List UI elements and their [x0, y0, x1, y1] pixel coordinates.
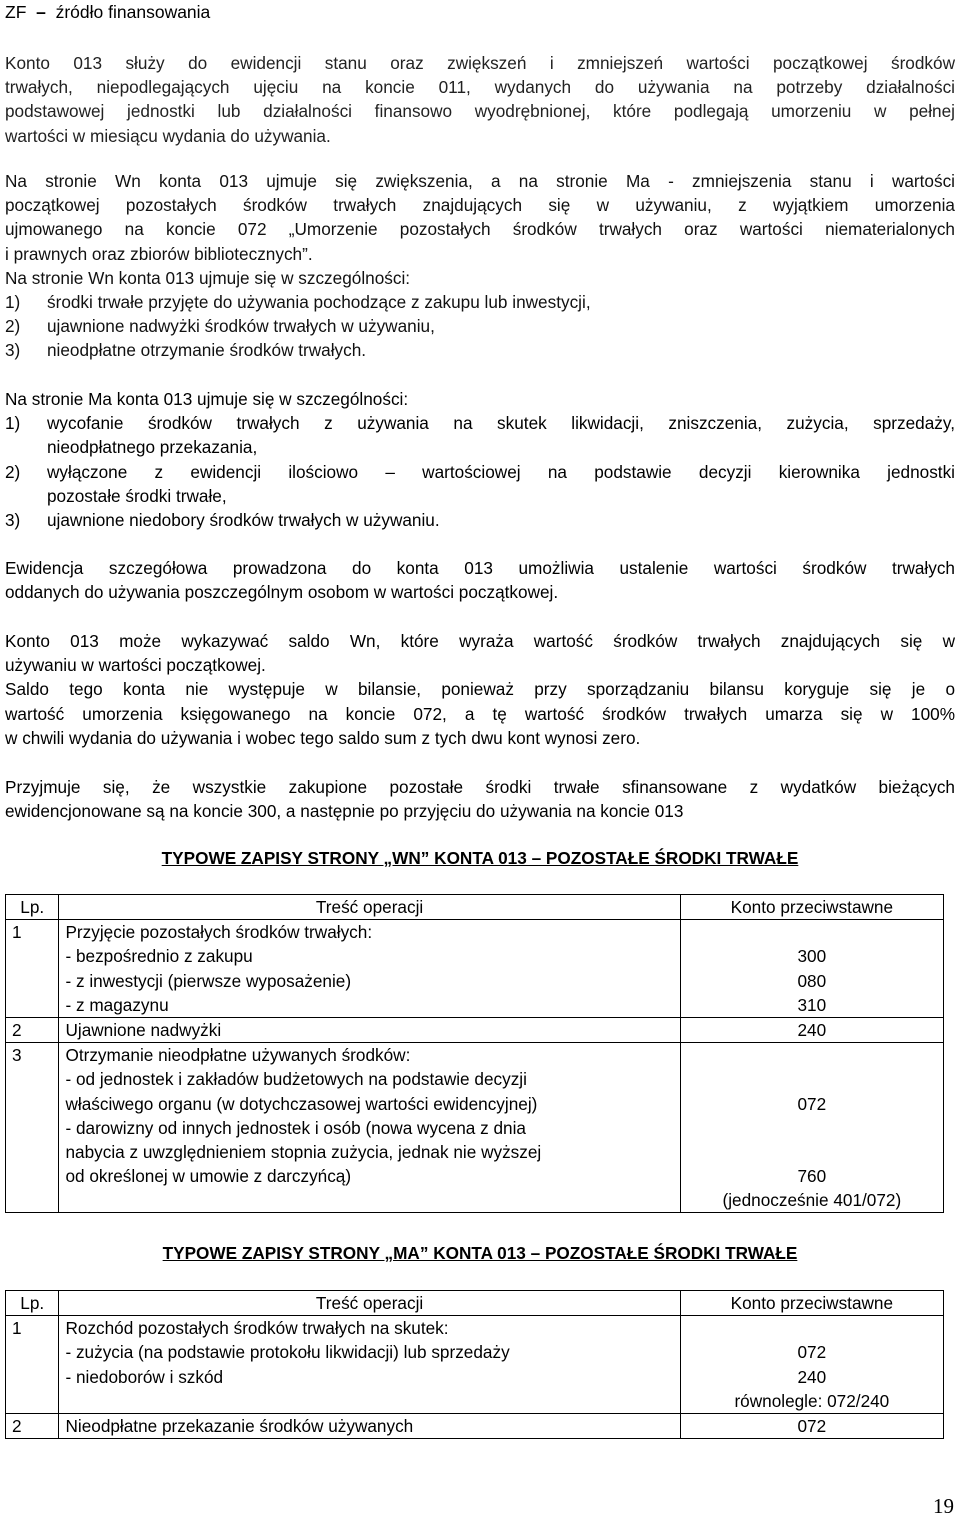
paragraph-line: oddanych do używania poszczególnym osobom w wartości początkowej.: [5, 582, 559, 603]
cell-line: 080: [797, 970, 827, 991]
cell-lp: 1: [6, 920, 59, 1018]
list-text-continued: nieodpłatnego przekazania,: [47, 437, 258, 458]
wn-list-item: [5, 290, 955, 314]
cell-line: 072: [797, 1415, 827, 1436]
column-header-lp: Lp.: [6, 895, 59, 920]
cell-tresc: [59, 1413, 680, 1438]
list-text: wyłączone z ewidencji ilościowo – wartościowej na podstawie decyzji kierownika jednostki: [47, 461, 955, 482]
cell-line: od określonej w umowie z darczyńcą): [65, 1166, 352, 1187]
paragraph-line: Ewidencja szczegółowa prowadzona do konta 013 umożliwia ustalenie wartości środków trwałych: [5, 558, 955, 578]
wn-paragraph: [5, 169, 955, 363]
list-number: 3): [5, 509, 21, 530]
wn-list-item: [5, 338, 955, 362]
cell-tresc: [59, 1316, 680, 1414]
cell-line: Ujawnione nadwyżki: [65, 1019, 222, 1040]
cell-line: Nieodpłatne przekazanie środków używanych: [65, 1415, 414, 1436]
wn-list-item: [5, 314, 955, 338]
przyjmuje-paragraph: [5, 775, 955, 823]
cell-tresc: [59, 1043, 680, 1213]
cell-konto: [680, 1316, 943, 1414]
paragraph-line: Konto 013 służy do ewidencji stanu oraz zwiększeń i zmniejszeń wartości początkowej środków: [5, 53, 955, 73]
paragraph-line: ujmowanego na koncie 072 „Umorzenie pozostałych środków trwałych oraz wartości niematerialonych: [5, 219, 955, 240]
cell-line: - z inwestycji (pierwsze wyposażenie): [65, 970, 352, 991]
header-title: źródło finansowania: [55, 2, 211, 22]
cell-line: 072: [797, 1342, 827, 1363]
page-header: [5, 0, 955, 24]
cell-lp: 2: [6, 1413, 59, 1438]
paragraph-line: podstawowej jednostki lub działalności finansowo wyodrębnionej, które podlegają umorzeniu w pełnej: [5, 101, 955, 122]
cell-line: (jednocześnie 401/072): [722, 1190, 902, 1211]
list-text: ujawnione nadwyżki środków trwałych w używaniu,: [47, 316, 435, 337]
list-text: nieodpłatne otrzymanie środków trwałych.: [47, 340, 367, 361]
list-number: 1): [5, 413, 21, 434]
paragraph-line: Na stronie Wn konta 013 ujmuje się zwiększenia, a na stronie Ma - zmniejszenia stanu i wartości: [5, 171, 955, 191]
paragraph-line: trwałych, niepodlegających ujęciu na koncie 011, wydanych do używania na potrzeby działalności: [5, 77, 955, 98]
cell-lp: 2: [6, 1017, 59, 1042]
table-row: [6, 1043, 944, 1213]
paragraph-line: wartość umorzenia księgowanego na koncie 072, a tę wartość środków trwałych umarza się w 100%: [5, 703, 955, 724]
table-row: [6, 1017, 944, 1042]
paragraph-line: wartości w miesiącu wydania do używania.: [5, 125, 331, 146]
table-ma-heading: TYPOWE ZAPISY STRONY „MA” KONTA 013 – POZOSTAŁE ŚRODKI TRWAŁE: [162, 1243, 798, 1263]
cell-line: 760: [797, 1166, 827, 1187]
cell-line: - od jednostek i zakładów budżetowych na podstawie decyzji: [65, 1069, 527, 1090]
cell-tresc: [59, 1017, 680, 1042]
column-header-tresc: Treść operacji: [59, 1291, 680, 1316]
list-number: 2): [5, 316, 21, 337]
cell-line: - zużycia (na podstawie protokołu likwidacji) lub sprzedaży: [65, 1342, 510, 1363]
list-text: środki trwałe przyjęte do używania pochodzące z zakupu lub inwestycji,: [47, 291, 591, 312]
list-text-continued: pozostałe środki trwałe,: [47, 485, 227, 506]
dash-separator: –: [31, 2, 51, 22]
cell-line: - bezpośrednio z zakupu: [65, 946, 253, 967]
ma-list-item: [5, 411, 955, 435]
cell-konto: [680, 1043, 943, 1213]
table-wn: [5, 894, 944, 1213]
cell-line: 310: [797, 994, 827, 1015]
cell-lp: 1: [6, 1316, 59, 1414]
paragraph-line: Saldo tego konta nie występuje w bilansie, ponieważ przy sporządzaniu bilansu koryguje się je o: [5, 679, 955, 700]
cell-lp: 3: [6, 1043, 59, 1213]
column-header-tresc: Treść operacji: [59, 895, 680, 920]
list-number: 1): [5, 291, 21, 312]
cell-line: 300: [797, 946, 827, 967]
list-number: 3): [5, 340, 21, 361]
paragraph-line: w chwili wydania do używania i wobec tego saldo sum z tych dwu kont wynosi zero.: [5, 727, 641, 748]
cell-line: [681, 1043, 943, 1067]
cell-line: - niedoborów i szkód: [65, 1366, 224, 1387]
ma-list-intro: Na stronie Ma konta 013 ujmuje się w szczególności:: [5, 389, 409, 409]
table-wn-heading: TYPOWE ZAPISY STRONY „WN” KONTA 013 – POZOSTAŁE ŚRODKI TRWAŁE: [161, 848, 799, 868]
cell-konto: [680, 1413, 943, 1438]
cell-line: 240: [797, 1366, 827, 1387]
page-number: 19: [933, 1494, 954, 1518]
cell-line: [681, 1067, 943, 1091]
cell-line: [681, 920, 943, 944]
cell-line: [681, 1140, 943, 1164]
ewidencja-paragraph: [5, 556, 955, 604]
list-text: ujawnione niedobory środków trwałych w używaniu.: [47, 509, 440, 530]
table-row: [6, 920, 944, 1018]
cell-line: - darowizny od innych jednostek i osób (nowa wycena z dnia: [65, 1117, 526, 1138]
paragraph-line: początkowej pozostałych środków trwałych znajdujących się w używaniu, z wyjątkiem umorzenia: [5, 195, 955, 216]
paragraph-line: Przyjmuje się, że wszystkie zakupione pozostałe środki trwałe sfinansowane z wydatków bieżących: [5, 777, 955, 797]
cell-line: [681, 1316, 943, 1340]
cell-line: - z magazynu: [65, 994, 169, 1015]
header-prefix: ZF: [5, 2, 27, 22]
cell-line: [65, 1389, 679, 1413]
paragraph-line: i prawnych oraz zbiorów bibliotecznych”.: [5, 243, 313, 264]
paragraph-line: ewidencjonowane są na koncie 300, a następnie po przyjęciu do używania na koncie 013: [5, 801, 684, 822]
table-ma: [5, 1290, 944, 1439]
cell-line: [681, 1116, 943, 1140]
paragraph-line: Konto 013 może wykazywać saldo Wn, które wyraża wartość środków trwałych znajdujących się w: [5, 631, 955, 651]
table-header-row: [6, 895, 944, 920]
intro-paragraph: [5, 51, 955, 148]
cell-konto: [680, 920, 943, 1018]
column-header-konto: Konto przeciwstawne: [680, 1291, 943, 1316]
ma-list-item: [5, 508, 955, 532]
cell-line: 072: [797, 1093, 827, 1114]
cell-line: Otrzymanie nieodpłatne używanych środków:: [65, 1045, 411, 1066]
table-header-row: [6, 1291, 944, 1316]
column-header-konto: Konto przeciwstawne: [680, 895, 943, 920]
cell-line: właściwego organu (w dotychczasowej wartości ewidencyjnej): [65, 1093, 538, 1114]
paragraph-line: używaniu w wartości początkowej.: [5, 655, 266, 676]
ma-list-item: [5, 460, 955, 484]
cell-line: Rozchód pozostałych środków trwałych na skutek:: [65, 1318, 449, 1339]
table-row: [6, 1316, 944, 1414]
cell-line: nabycia z uwzględnieniem stopnia zużycia, jednak nie wyższej: [65, 1141, 542, 1162]
ma-list: [5, 387, 955, 532]
saldo-paragraph: [5, 629, 955, 750]
cell-tresc: [59, 920, 680, 1018]
wn-list-intro: Na stronie Wn konta 013 ujmuje się w szczególności:: [5, 267, 411, 288]
cell-konto: [680, 1017, 943, 1042]
cell-line: Przyjęcie pozostałych środków trwałych:: [65, 922, 373, 943]
cell-line: równolegle: 072/240: [734, 1390, 890, 1411]
cell-line: [65, 1188, 679, 1212]
list-text: wycofanie środków trwałych z używania na skutek likwidacji, zniszczenia, zużycia, sprzedaży,: [47, 413, 955, 434]
table-row: [6, 1413, 944, 1438]
list-number: 2): [5, 461, 21, 482]
column-header-lp: Lp.: [6, 1291, 59, 1316]
cell-line: 240: [797, 1019, 827, 1040]
